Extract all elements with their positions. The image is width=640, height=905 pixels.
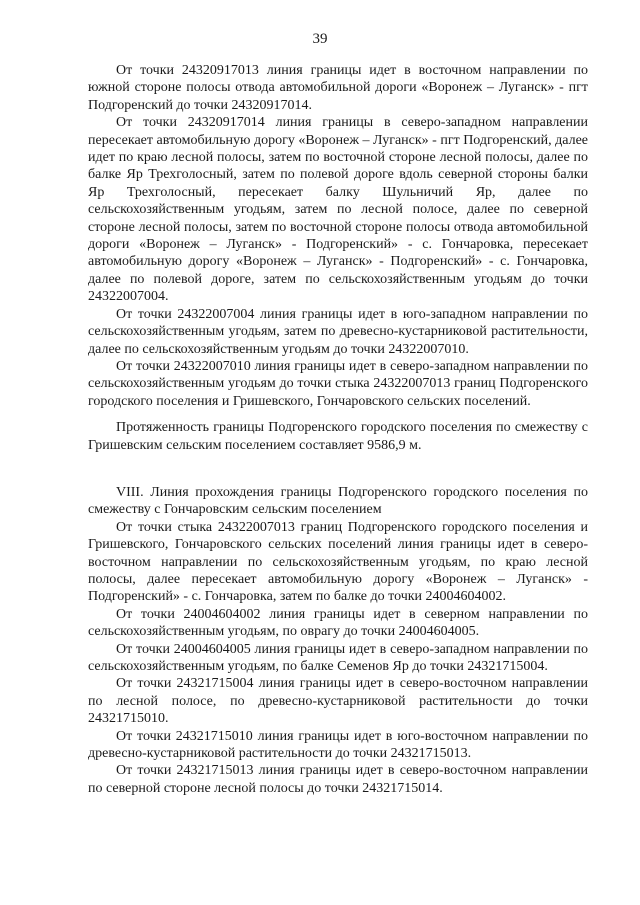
length-note: Протяженность границы Подгоренского городского поселения по смежеству с Гришевским сельским поселением составляет 9586,9 м. (88, 420, 588, 453)
paragraph-24004604005: От точки 24004604005 линия границы идет в северо-западном направлении по сельскохозяйственным угодьям, по балке Семенов Яр до точки 24321715004. (88, 641, 588, 674)
section-heading: VIII. Линия прохождения границы Подгоренского городского поселения по смежеству с Гончаровским сельским поселением (88, 484, 588, 518)
paragraph-24322007013: От точки стыка 24322007013 границ Подгоренского городского поселения и Гришевского, Гончаровского сельских поселений линия границы идет в северо-восточном направлении по сельскохозяйственным угодьям, по краю лесной полосы, далее пересекает автомобильную дорогу «Воронеж – Луганск» - Подгоренский» - с. Гончаровка, затем по балке до точки 24004604002. (88, 519, 588, 605)
paragraph-24320917014: От точки 24320917014 линия границы в северо-западном направлении пересекает автомобильную дорогу «Воронеж – Луганск» - пгт Подгоренский, далее идет по краю лесной полосы, затем по восточной стороне лесной полосы, далее по балке Яр Трехголосный, затем по полевой дороге вдоль северной стороны балки Яр Трехголосный, пересекает балку Шульничий Яр, далее по сельскохозяйственным угодьям, затем по лесной полосе, далее по северной стороне лесной полосы, затем по восточной стороне полосы отвода автомобильной дороги «Воронеж – Луганск» - Подгоренский» - с. Гончаровка, пересекает автомобильную дорогу «Воронеж – Луганск» - Подгоренский» - с. Гончаровка, далее по полевой дороге, затем по сельскохозяйственным угодьям до точки 24322007004. (88, 115, 588, 305)
page-number: 39 (312, 31, 328, 47)
paragraph-24321715004: От точки 24321715004 линия границы идет в северо-восточном направлении по лесной полосе, по древесно-кустарниковой растительности до точки 24321715010. (88, 676, 588, 727)
paragraph-24322007010: От точки 24322007010 линия границы идет в северо-западном направлении по сельскохозяйственным угодьям до точки стыка 24322007013 границ Подгоренского городского поселения и Гришевского, Гончаровского сельских поселений. (88, 358, 588, 409)
paragraph-24004604002: От точки 24004604002 линия границы идет в северном направлении по сельскохозяйственным угодьям, по оврагу до точки 24004604005. (88, 606, 588, 640)
document-body (88, 62, 588, 797)
paragraph-24321715010: От точки 24321715010 линия границы идет в юго-восточном направлении по древесно-кустарниковой растительности до точки 24321715013. (88, 728, 588, 762)
paragraph-24321715013: От точки 24321715013 линия границы идет в северо-восточном направлении по северной стороне лесной полосы до точки 24321715014. (88, 763, 588, 796)
paragraph-24322007004: От точки 24322007004 линия границы идет в юго-западном направлении по сельскохозяйственным угодьям, затем по древесно-кустарниковой растительности, далее по сельскохозяйственным угодьям до точки 24322007010. (88, 306, 588, 357)
paragraph-24320917013: От точки 24320917013 линия границы идет в восточном направлении по южной стороне полосы отвода автомобильной дороги «Воронеж – Луганск» - пгт Подгоренский до точки 24320917014. (88, 63, 588, 113)
